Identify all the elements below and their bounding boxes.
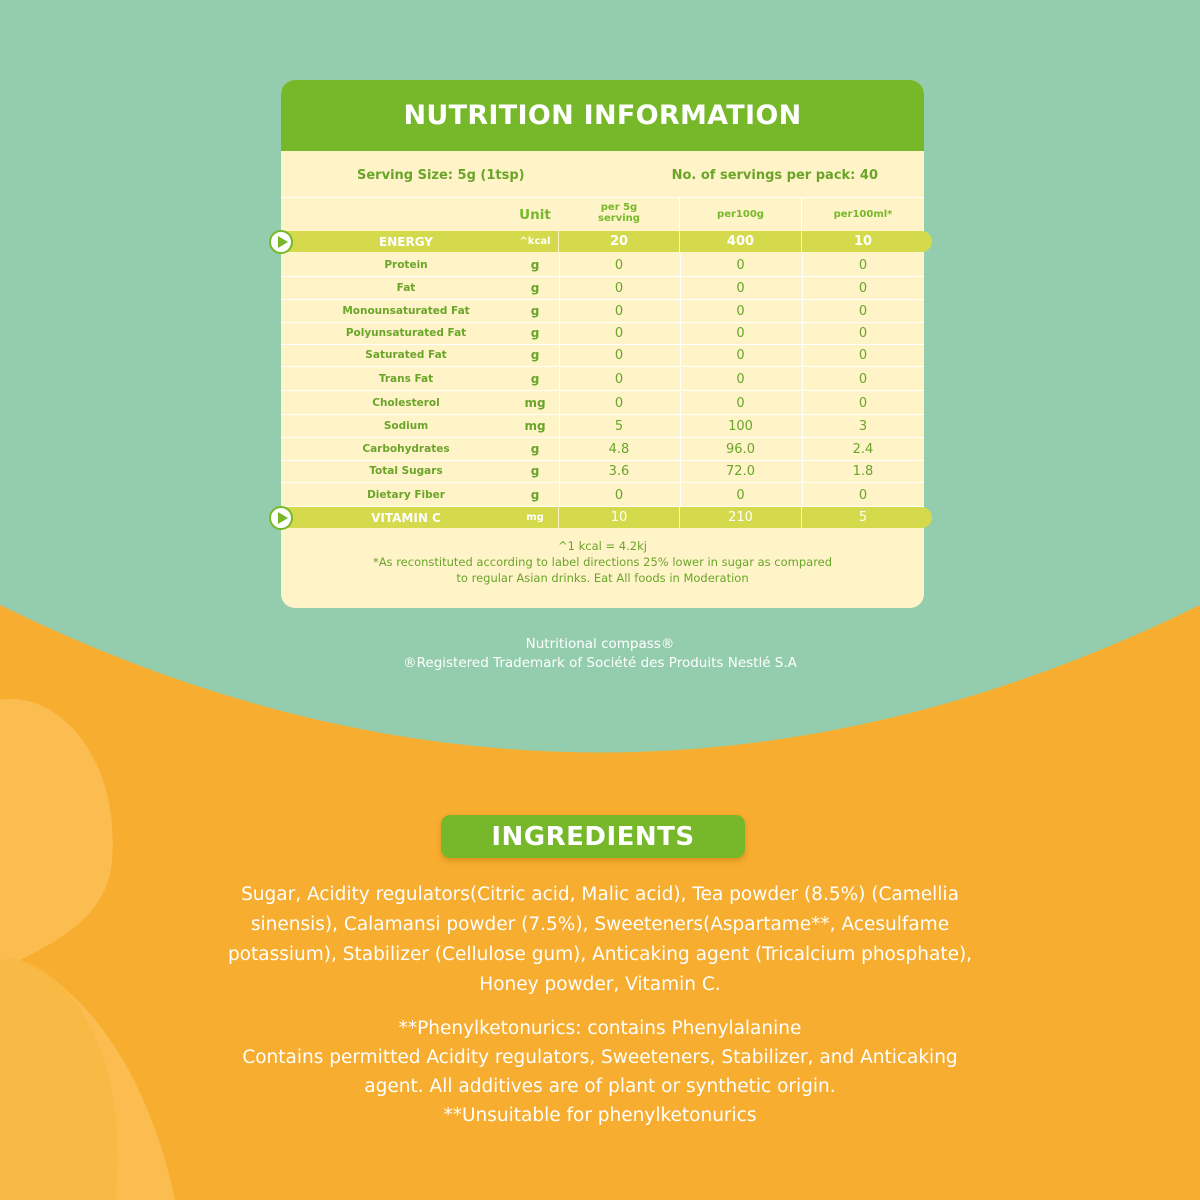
row-divider [281, 366, 924, 367]
column-separator [802, 322, 803, 344]
serving-size: Serving Size: 5g (1tsp) [357, 168, 525, 183]
energy-per100g: 400 [726, 234, 755, 249]
table-row [281, 484, 924, 506]
energy-per-serving: 20 [609, 234, 629, 249]
column-separator [802, 460, 803, 482]
column-separator [802, 484, 803, 506]
column-separator [680, 460, 681, 482]
ingredients-badge [441, 815, 745, 858]
footnote-reconstituted: *As reconstituted according to label directions 25% lower in sugar as compared [372, 555, 833, 569]
column-per-serving-header [559, 202, 679, 224]
nutrient-name: Polyunsaturated Fat [345, 327, 467, 339]
ingredients-line: Honey powder, Vitamin C. [479, 974, 721, 995]
energy-row [275, 231, 932, 252]
nutrient-name: Monounsaturated Fat [342, 305, 470, 317]
ingredients-text [200, 880, 1000, 1000]
value-per100ml: 0 [858, 325, 868, 341]
value-per100ml: 0 [858, 395, 868, 411]
nutrient-unit: g [530, 348, 540, 362]
energy-unit: ^kcal [519, 236, 551, 247]
serving-info [281, 168, 924, 188]
value-per100ml: 0 [858, 347, 868, 363]
column-per-serving-line2: serving [598, 213, 640, 224]
compass-line: Nutritional compass® [525, 636, 675, 652]
column-separator [802, 277, 803, 299]
value-per-serving: 0 [614, 325, 624, 341]
value-per100g: 96.0 [726, 441, 755, 457]
column-separator [559, 392, 560, 414]
nutrient-name: Trans Fat [378, 373, 434, 385]
additives-note: Contains permitted Acidity regulators, Sweeteners, Stabilizer, and Anticaking [242, 1047, 958, 1068]
column-separator [680, 368, 681, 390]
vitamin-c-per-serving: 10 [610, 510, 628, 525]
table-row [281, 368, 924, 390]
table-row [281, 277, 924, 299]
column-separator [802, 300, 803, 322]
column-separator [559, 368, 560, 390]
value-per100ml: 0 [858, 257, 868, 273]
column-separator [680, 484, 681, 506]
value-per100g: 0 [736, 280, 745, 296]
ingredients-notes [200, 1014, 1000, 1130]
table-row [281, 392, 924, 414]
value-per-serving: 0 [614, 487, 624, 503]
nutrition-card [281, 80, 924, 608]
nutrient-name: Saturated Fat [365, 349, 447, 361]
table-row [281, 438, 924, 460]
column-separator [559, 344, 560, 366]
value-per-serving: 4.8 [608, 441, 630, 457]
column-separator [559, 438, 560, 460]
divider [281, 197, 924, 198]
footnote-moderation: to regular Asian drinks. Eat All foods in Moderation [456, 571, 749, 585]
value-per100ml: 0 [858, 371, 868, 387]
column-separator [680, 392, 681, 414]
vitamin-c-row [275, 507, 932, 528]
nutrient-unit: g [530, 326, 540, 340]
ingredients-line: sinensis), Calamansi powder (7.5%), Sweeteners(Aspartame**, Acesulfame [250, 914, 950, 935]
nutrient-unit: g [530, 258, 540, 272]
column-separator [559, 300, 560, 322]
value-per100ml: 2.4 [852, 441, 874, 457]
play-icon [269, 506, 293, 530]
column-separator [559, 460, 560, 482]
column-separator [680, 415, 681, 437]
column-separator [680, 344, 681, 366]
column-separator [680, 438, 681, 460]
value-per100ml: 0 [858, 303, 868, 319]
value-per100ml: 3 [858, 418, 868, 434]
value-per-serving: 0 [614, 257, 624, 273]
column-separator [680, 277, 681, 299]
column-separator [802, 368, 803, 390]
column-separator [680, 300, 681, 322]
vitamin-c-name: VITAMIN C [371, 510, 441, 525]
nutrient-unit: g [530, 281, 540, 295]
column-separator [802, 254, 803, 276]
nutrient-name: Cholesterol [372, 397, 440, 409]
table-row [281, 300, 924, 322]
nutrition-title: NUTRITION INFORMATION [403, 100, 802, 131]
header-separator [679, 198, 680, 230]
value-per100ml: 0 [858, 487, 868, 503]
nutrient-unit: g [530, 304, 540, 318]
value-per100ml: 1.8 [852, 463, 874, 479]
value-per-serving: 3.6 [608, 463, 630, 479]
column-separator [802, 438, 803, 460]
play-icon [269, 230, 293, 254]
ingredients-line: Sugar, Acidity regulators(Citric acid, Malic acid), Tea powder (8.5%) (Camellia [241, 884, 959, 905]
vitamin-c-unit: mg [526, 512, 544, 523]
servings-per-pack: No. of servings per pack: 40 [671, 168, 878, 183]
row-divider [281, 482, 924, 483]
nutrient-name: Fat [396, 282, 416, 294]
ingredients-title: INGREDIENTS [491, 821, 695, 852]
table-row [281, 460, 924, 482]
column-separator [802, 392, 803, 414]
vitamin-c-per100ml: 5 [858, 510, 868, 525]
value-per100g: 0 [736, 371, 745, 387]
column-separator [559, 484, 560, 506]
nutrient-unit: g [530, 372, 540, 386]
row-divider [281, 390, 924, 391]
column-separator [559, 254, 560, 276]
value-per100g: 0 [736, 325, 745, 341]
table-row [281, 415, 924, 437]
column-separator [680, 254, 681, 276]
value-per-serving: 0 [614, 395, 624, 411]
unsuitable-note: **Unsuitable for phenylketonurics [443, 1105, 757, 1126]
value-per-serving: 0 [614, 371, 624, 387]
value-per100g: 72.0 [726, 463, 755, 479]
nutrient-name: Sodium [383, 420, 429, 432]
nutrient-unit: mg [524, 419, 546, 433]
nutrient-unit: g [530, 442, 540, 456]
value-per-serving: 0 [614, 347, 624, 363]
value-per100ml: 0 [858, 280, 868, 296]
column-per100ml-header: per100ml* [833, 209, 893, 220]
table-row [281, 322, 924, 344]
nutrient-unit: g [530, 488, 540, 502]
vitamin-c-per100g: 210 [728, 510, 753, 525]
value-per100g: 0 [736, 257, 745, 273]
column-per-serving-line1: per 5g [600, 202, 638, 213]
table-row [281, 344, 924, 366]
nutrition-header [281, 80, 924, 151]
column-per100g-header: per100g [717, 209, 764, 220]
column-separator [802, 415, 803, 437]
nutrient-name: Total Sugars [369, 465, 443, 477]
value-per-serving: 5 [614, 418, 624, 434]
value-per100g: 100 [728, 418, 753, 434]
energy-name: ENERGY [379, 234, 433, 249]
nutrition-footnote [281, 538, 924, 586]
nutritional-compass-note [300, 635, 900, 673]
header-separator [801, 198, 802, 230]
ingredients-line: potassium), Stabilizer (Cellulose gum), Anticaking agent (Tricalcium phosphate), [227, 944, 973, 965]
column-separator [559, 277, 560, 299]
energy-per100ml: 10 [853, 234, 873, 249]
column-separator [559, 322, 560, 344]
nutrient-name: Carbohydrates [362, 443, 450, 455]
value-per-serving: 0 [614, 303, 624, 319]
nutrient-name: Dietary Fiber [367, 489, 445, 501]
column-separator [680, 322, 681, 344]
footnote-kcal: ^1 kcal = 4.2kj [558, 539, 647, 553]
value-per100g: 0 [736, 487, 745, 503]
column-separator [559, 415, 560, 437]
value-per-serving: 0 [614, 280, 624, 296]
phenylketonurics-note: **Phenylketonurics: contains Phenylalanine [398, 1018, 802, 1039]
column-separator [802, 344, 803, 366]
table-row [281, 254, 924, 276]
nutrient-unit: g [530, 464, 540, 478]
column-unit-header: Unit [519, 207, 551, 223]
additives-note: agent. All additives are of plant or synthetic origin. [364, 1076, 836, 1097]
nutrient-name: Protein [384, 259, 428, 271]
value-per100g: 0 [736, 347, 745, 363]
trademark-line: ®Registered Trademark of Société des Produits Nestlé S.A [403, 655, 797, 671]
nutrient-unit: mg [524, 396, 546, 410]
value-per100g: 0 [736, 395, 745, 411]
value-per100g: 0 [736, 303, 745, 319]
